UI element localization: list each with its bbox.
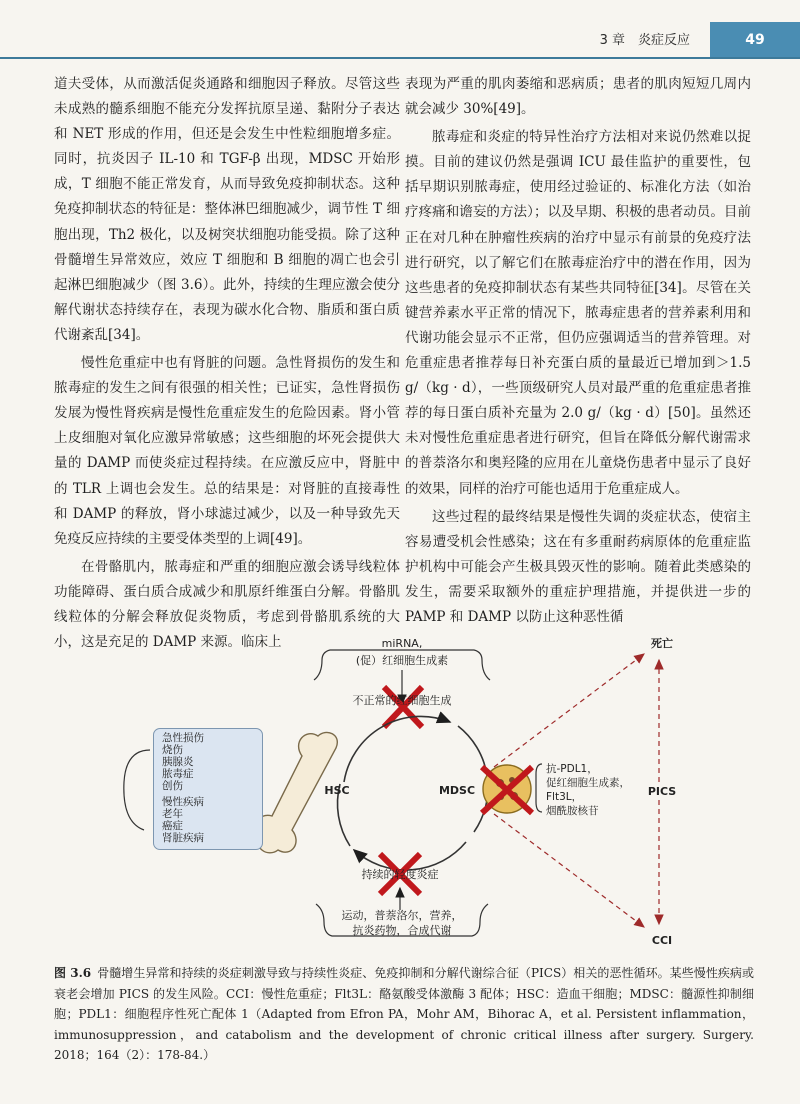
right-box-line: Flt3L， — [546, 791, 583, 803]
cause-item: 烧伤 — [162, 744, 183, 756]
mdsc-label: MDSC — [438, 784, 476, 797]
figure-3-6 — [54, 632, 754, 957]
cause-item: 老年 — [162, 808, 183, 820]
caption-text: 骨髓增生异常和持续的炎症刺激导致与持续性炎症、免疫抑制和分解代谢综合征（PICS）相关的恶性循环。某些慢性疾病或衰老会增加 PICS 的发生风险。CCI：慢性危重症；Flt3L：酪氨酸受体激酶 3 配体；HSC：造血干细胞；MDSC：髓源性抑制细胞；PDL1：细胞程序性死亡配体 1（Adapted from Efron PA，Mohr AM，Bihorac A，et al. Persistent inflammation，immunosuppression，and catabolism and the development of chronic critical illness after surgery. Surgery. 2018；164（2）：178-84.） — [54, 966, 754, 1062]
arrow-to-death — [494, 654, 644, 767]
pics-label: PICS — [647, 785, 677, 798]
cause-item: 肾脏疾病 — [162, 832, 204, 844]
cause-item: 创伤 — [162, 780, 183, 792]
hsc-label: HSC — [324, 784, 350, 797]
cci-label: CCI — [651, 934, 673, 947]
right-bracket — [536, 764, 542, 812]
bottom-box-line1: 运动，普萘洛尔，营养， — [341, 909, 463, 922]
left-bracket — [124, 750, 150, 830]
paragraph: 道夫受体，从而激活促炎通路和细胞因子释放。尽管这些未成熟的髓系细胞不能充分发挥抗原呈递、黏附分子表达和 NET 形成的作用，但还是会发生中性粒细胞增多症。同时，抗炎因子 IL-10 和 TGF-β 出现，MDSC 开始形成，T 细胞不能正常发育，从而导致免疫抑制状态。这种免疫抑制状态的特征是：整体淋巴细胞减少，调节性 T 细胞出现，Th2 极化，以及树突状细胞功能受损。除了这种骨髓增生异常效应，效应 T 细胞和 B 细胞的凋亡也会引起淋巴细胞减少（图 3.6）。此外，持续的生理应激会使分解代谢状态持续存在，表现为碳水化合物、脂质和蛋白质代谢紊乱[34]。 — [54, 76, 400, 343]
caption-label: 图 3.6 — [54, 966, 92, 980]
top-cross-icon — [384, 687, 422, 727]
left-column — [54, 72, 400, 658]
top-cross-label: 不正常的红细胞生成 — [352, 694, 452, 707]
cause-item: 癌症 — [162, 820, 183, 832]
cause-item: 急性损伤 — [162, 732, 204, 744]
right-box-line: 促红细胞生成素， — [546, 777, 630, 789]
arrow-to-cci — [494, 814, 644, 927]
cause-item: 慢性疾病 — [162, 796, 204, 808]
paragraph: 脓毒症和炎症的特异性治疗方法相对来说仍然难以捉摸。目前的建议仍然是强调 ICU 最佳监护的重要性，包括早期识别脓毒症，使用经过验证的、标准化方法（如治疗疼痛和谵妄的方法）；以及早期、积极的患者动员。目前正在对几种在肿瘤性疾病的治疗中显示有前景的免疫疗法进行研究，以了解它们在脓毒症治疗中的潜在作用，因为这些患者的免疫抑制状态有某些共同特征[34]。尽管在关键营养素水平正常的情况下，脓毒症患者的营养素利用和代谢功能会显示不正常，但仍应强调适当的营养管理。对危重症患者推荐每日补充蛋白质的量最近已增加到＞1.5 g/（kg · d），一些顶级研究人员对最严重的危重症患者推荐的每日蛋白质补充量为 2.0 g/（kg · d）[50]。虽然还未对慢性危重症患者进行研究，但旨在降低分解代谢需求的普萘洛尔和奥羟隆的应用在儿童烧伤患者中显示了良好的效果，同样的治疗可能也适用于危重症成人。 — [405, 129, 751, 497]
causes-box — [153, 728, 263, 850]
death-label: 死亡 — [651, 637, 673, 650]
chapter-title: 3 章 炎症反应 — [599, 33, 690, 48]
paragraph: 慢性危重症中也有肾脏的问题。急性肾损伤的发生和脓毒症的发生之间有很强的相关性；已证实，急性肾损伤发展为慢性肾疾病是慢性危重症发生的危险因素。肾小管上皮细胞对氧化应激异常敏感；这些细胞的坏死会提供大量的 DAMP 而使炎症过程持续。在应激反应中，肾脏中的 TLR 上调也会发生。总的结果是：对肾脏的直接毒性和 DAMP 的释放，肾小球滤过减少，以及一种导致先天免疫反应持续的主要受体类型的上调[49]。 — [54, 355, 400, 547]
bottom-box-line2: 抗炎药物，合成代谢 — [352, 924, 452, 937]
figure-caption — [54, 963, 754, 1066]
header-rule — [0, 57, 800, 59]
page-number: 49 — [710, 22, 800, 58]
cause-item: 脓毒症 — [162, 768, 194, 780]
bottom-cross-label: 持续的轻度炎症 — [361, 868, 439, 881]
paragraph: 在骨骼肌内，脓毒症和严重的细胞应激会诱导线粒体功能障碍、蛋白质合成减少和肌原纤维蛋白分解。骨骼肌线粒体的分解会释放促炎物质，考虑到骨骼肌系统的大小，这是充足的 DAMP 来源。临床上 — [54, 558, 400, 651]
cause-item: 胰腺炎 — [162, 756, 194, 768]
paragraph: 这些过程的最终结果是慢性失调的炎症状态，使宿主容易遭受机会性感染；这在有多重耐药病原体的危重症监护机构中可能会产生极具毁灭性的影响。随着此类感染的发生，需要采取额外的重症护理措施，并提供进一步的 PAMP 和 DAMP 以防止这种恶性循 — [405, 508, 751, 625]
paragraph: 表现为严重的肌肉萎缩和恶病质；患者的肌肉短短几周内就会减少 30%[49]。 — [405, 76, 751, 118]
top-box-line2: (促）红细胞生成素 — [355, 654, 449, 667]
right-column — [405, 72, 751, 633]
right-box-line: 烟酰胺核苷 — [546, 805, 599, 817]
right-box-line: 抗-PDL1， — [546, 763, 598, 775]
top-box-line1: miRNA, — [381, 637, 423, 650]
